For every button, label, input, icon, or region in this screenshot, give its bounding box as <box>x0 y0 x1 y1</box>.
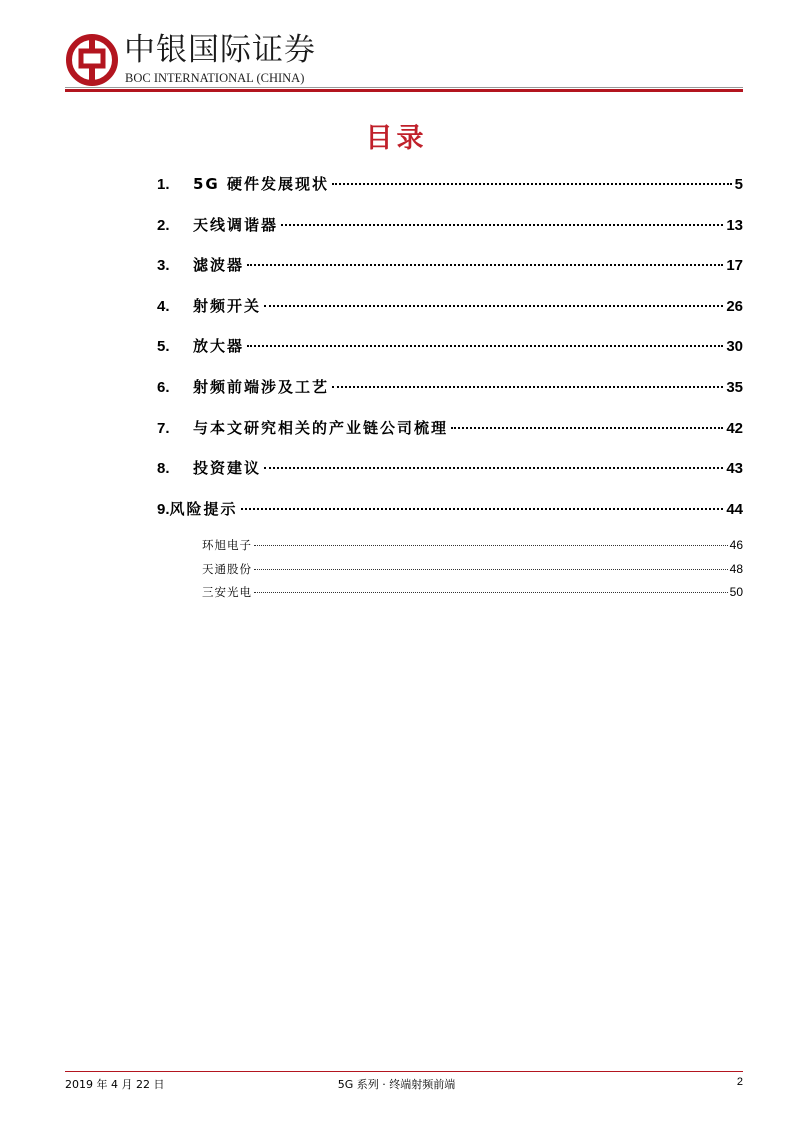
dot-leader <box>264 305 723 307</box>
header-divider-thin <box>65 87 743 88</box>
toc-entry-label: 射频开关 <box>193 296 262 315</box>
toc-title: 目录 <box>365 123 428 154</box>
footer-series-title: 5G 系列 · 终端射频前端 <box>337 1078 456 1091</box>
dot-leader <box>451 427 723 429</box>
toc-entry[interactable] <box>157 295 743 336</box>
toc-sub-entry-label: 天通股份 <box>202 561 252 576</box>
toc-entry[interactable] <box>157 417 743 458</box>
toc-entry-number: 9. <box>157 500 170 518</box>
toc-sub-entry[interactable] <box>202 584 743 608</box>
dot-leader <box>264 467 723 469</box>
toc-entry[interactable] <box>157 173 743 214</box>
toc-entry-page: 35 <box>726 378 743 396</box>
toc-entry-label: 风险提示 <box>169 499 238 518</box>
toc-entry-page: 5 <box>734 176 743 193</box>
brand-name-cn: 中银国际证券 <box>124 32 316 68</box>
dot-leader <box>332 183 732 185</box>
dot-leader <box>247 345 723 347</box>
toc-entry-number: 3. <box>157 257 170 275</box>
toc-entry-label: 与本文研究相关的产业链公司梳理 <box>193 418 449 437</box>
toc-entry[interactable] <box>157 498 743 539</box>
toc-entry-page: 30 <box>726 338 743 356</box>
dot-leader <box>254 569 728 570</box>
footer-page-number: 2 <box>736 1076 743 1088</box>
toc-entry-number: 8. <box>157 460 170 478</box>
toc-entry-label: 投资建议 <box>193 459 262 478</box>
toc-entry-number: 4. <box>157 297 170 315</box>
toc-sub-entry-label: 环旭电子 <box>202 538 252 552</box>
footer-divider <box>65 1071 743 1072</box>
toc-entry-page: 44 <box>726 500 743 518</box>
toc-sub-entry-page: 50 <box>729 585 743 599</box>
dot-leader <box>281 224 723 226</box>
toc-entry-number: 1. <box>157 176 170 193</box>
toc-sub-list <box>202 537 743 608</box>
toc-entry-page: 26 <box>726 297 743 315</box>
dot-leader <box>332 386 723 388</box>
toc-main-list <box>157 173 743 538</box>
toc-entry[interactable] <box>157 254 743 295</box>
toc-sub-entry[interactable] <box>202 537 743 561</box>
toc-sub-entry-page: 46 <box>729 538 743 552</box>
toc-entry-label: 天线调谐器 <box>193 215 279 234</box>
toc-entry[interactable] <box>157 457 743 498</box>
toc-entry-label: 放大器 <box>193 337 245 356</box>
toc-sub-entry-page: 48 <box>729 561 743 576</box>
toc-entry[interactable] <box>157 335 743 376</box>
toc-entry[interactable] <box>157 376 743 417</box>
toc-entry-page: 42 <box>726 419 743 437</box>
toc-sub-entry[interactable] <box>202 561 743 585</box>
toc-entry-label: 5G 硬件发展现状 <box>193 175 329 193</box>
brand-name-en: BOC INTERNATIONAL (CHINA) <box>125 71 305 85</box>
toc-entry-label: 滤波器 <box>193 256 245 275</box>
footer-date: 2019 年 4 月 22 日 <box>65 1078 165 1091</box>
toc-entry-number: 5. <box>157 338 170 356</box>
toc-entry-page: 43 <box>726 460 743 478</box>
toc-entry-page: 17 <box>726 257 743 275</box>
toc-entry-label: 射频前端涉及工艺 <box>193 377 330 396</box>
toc-entry-number: 2. <box>157 216 170 234</box>
toc-sub-entry-label: 三安光电 <box>202 585 252 599</box>
toc-entry-number: 6. <box>157 378 170 396</box>
toc-entry[interactable] <box>157 214 743 255</box>
toc-entry-number: 7. <box>157 419 170 437</box>
boc-logo <box>66 34 118 86</box>
dot-leader <box>254 545 728 546</box>
dot-leader <box>254 592 728 593</box>
toc-entry-page: 13 <box>726 216 743 234</box>
dot-leader <box>241 508 724 510</box>
header-divider-red <box>65 89 743 92</box>
dot-leader <box>247 264 723 266</box>
